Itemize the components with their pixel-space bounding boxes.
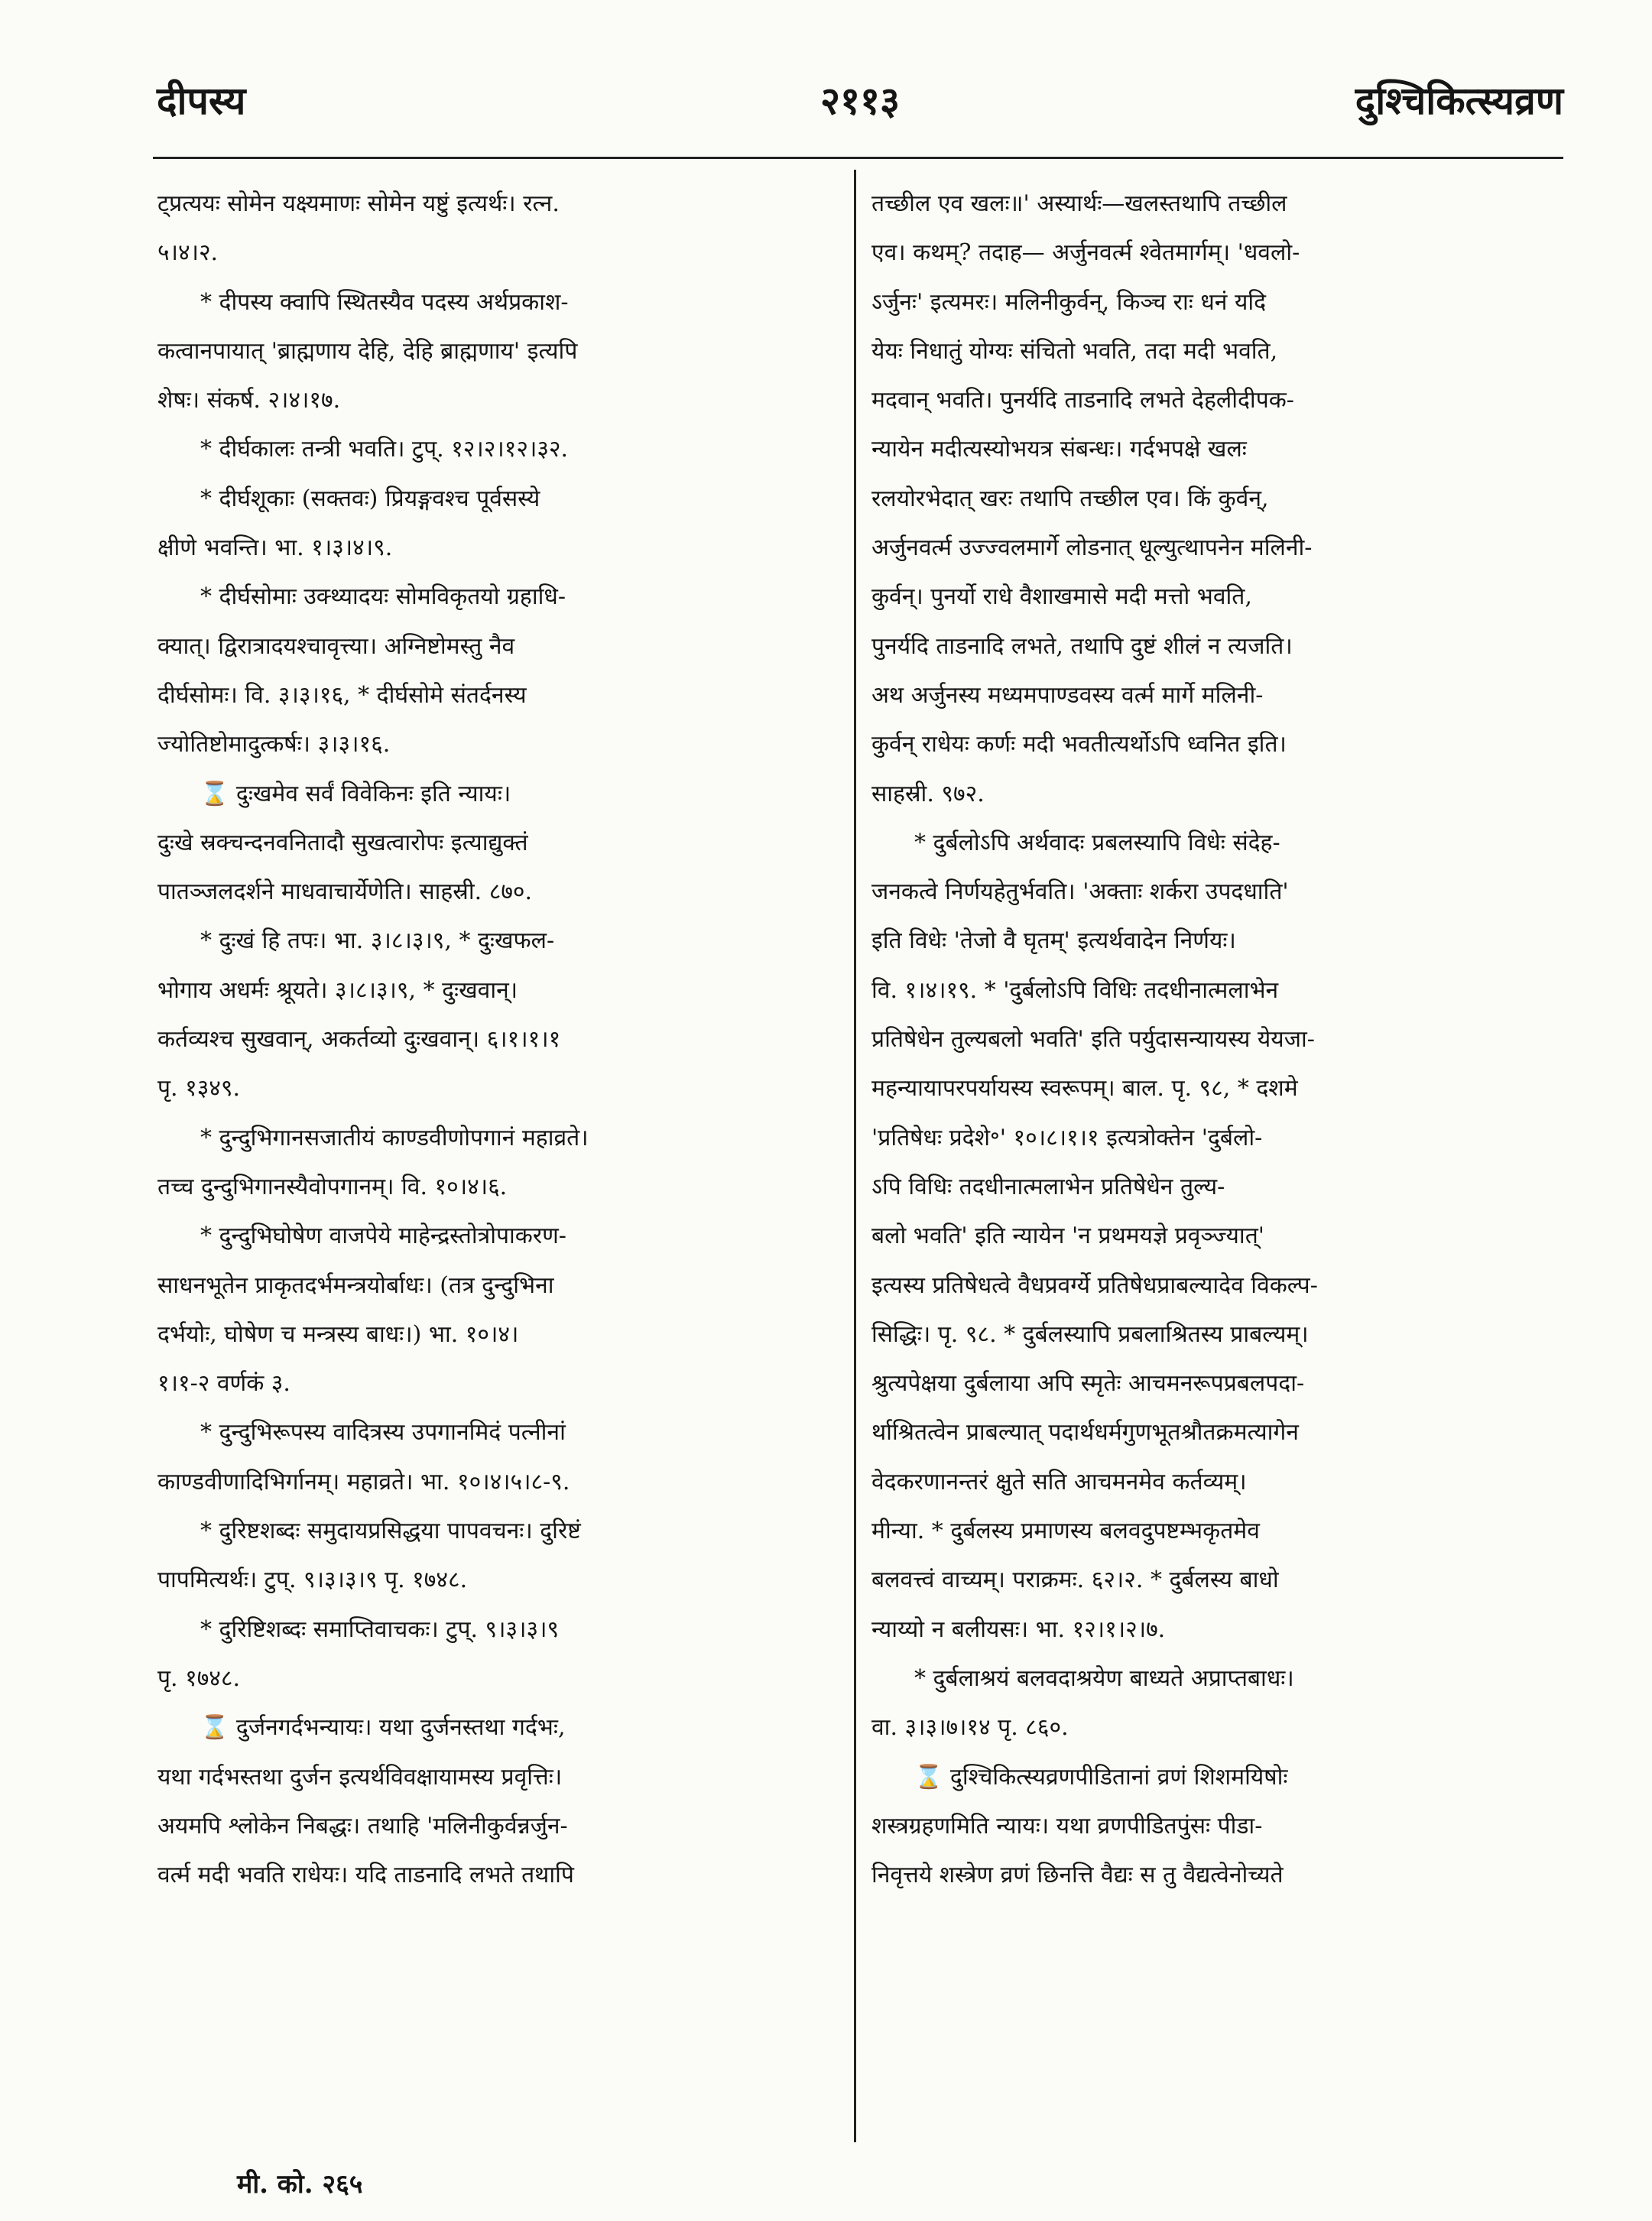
text-line: पृ. १३४९. — [157, 1075, 241, 1102]
text-line: रलयोरभेदात् खरः तथापि तच्छील एव। किं कुर्वन्, — [871, 485, 1269, 512]
running-header — [157, 73, 1563, 127]
text-line: पुनर्यदि ताडनादि लभते, तथापि दुष्टं शीलं न त्यजति। — [871, 632, 1293, 660]
text-line: ५।४।२. — [157, 239, 219, 267]
text-line: * दुर्बलाश्रयं बलवदाश्रयेण बाध्यते अप्राप्तबाधः। — [914, 1664, 1294, 1692]
text-line: र्थाश्रितत्वेन प्राबल्यात् पदार्थधर्मगुणभूतश्रौतक्रमत्यागेन — [871, 1419, 1299, 1447]
text-line: निवृत्तये शस्त्रेण व्रणं छिनत्ति वैद्यः स तु वैद्यत्वेनोच्यते — [871, 1862, 1284, 1889]
text-line: ⌛ दुर्जनगर्दभन्यायः। यथा दुर्जनस्तथा गर्दभः, — [200, 1714, 566, 1742]
text-line: ज्योतिष्टोमादुत्कर्षः। ३।३।१६. — [157, 731, 391, 758]
text-line: ऽर्जुनः' इत्यमरः। मलिनीकुर्वन्, किञ्च राः धनं यदि — [871, 288, 1267, 316]
text-line: साहस्री. ९७२. — [871, 780, 985, 807]
text-line: जनकत्वे निर्णयहेतुर्भवति। 'अक्ताः शर्करा उपदधाति' — [871, 878, 1289, 906]
header-left-headword: दीपस्य — [157, 78, 246, 123]
text-line: तच्छील एव खलः॥' अस्यार्थः—खलस्तथापि तच्छील — [871, 190, 1287, 217]
text-line: दीर्घसोमः। वि. ३।३।१६, * दीर्घसोमे संतर्दनस्य — [157, 681, 527, 709]
text-line: * दीर्घकालः तन्त्री भवति। टुप्. १२।२।१२।३२. — [200, 436, 569, 463]
text-line: कुर्वन्। पुनर्यो राधे वैशाखमासे मदी मत्तो भवति, — [871, 583, 1252, 611]
text-line: इति विधेः 'तेजो वै घृतम्' इत्यर्थवादेन निर्णयः। — [871, 927, 1236, 955]
text-line: * दुन्दुभिगानसजातीयं काण्डवीणोपगानं महाव्रते। — [200, 1124, 589, 1151]
text-line: * दीर्घसोमाः उक्थ्यादयः सोमविकृतयो ग्रहाधि- — [200, 583, 566, 611]
text-line: ⌛ दुश्चिकित्स्यव्रणपीडितानां व्रणं शिशमयिषोः — [914, 1763, 1288, 1791]
text-line: न्यायेन मदीत्यस्योभयत्र संबन्धः। गर्दभपक्षे खलः — [871, 436, 1247, 463]
text-line: ⌛ दुःखमेव सर्वं विवेकिनः इति न्यायः। — [200, 780, 511, 807]
text-line: * दीर्घशूकाः (सक्तवः) प्रियङ्गवश्च पूर्वसस्ये — [200, 485, 540, 512]
text-line: न्याय्यो न बलीयसः। भा. १२।१।२।७. — [871, 1615, 1166, 1643]
text-line: सिद्धिः। पृ. ९८. * दुर्बलस्यापि प्रबलाश्रितस्य प्राबल्यम्। — [871, 1320, 1309, 1348]
text-line: क्यात्। द्विरात्रादयश्चावृत्त्या। अग्निष्टोमस्तु नैव — [157, 632, 515, 660]
text-line: प्रतिषेधेन तुल्यबलो भवति' इति पर्युदासन्यायस्य येयजा- — [871, 1026, 1315, 1054]
text-line: अयमपि श्लोकेन निबद्धः। तथाहि 'मलिनीकुर्वन्नर्जुन- — [157, 1812, 568, 1839]
column-divider — [854, 170, 856, 2142]
text-line: एव। कथम्? तदाह— अर्जुनवर्त्म श्वेतमार्गम्। 'धवलो- — [871, 239, 1300, 267]
text-line: * दुर्बलोऽपि अर्थवादः प्रबलस्यापि विधेः संदेह- — [914, 829, 1280, 856]
text-line: * दुरिष्टशब्दः समुदायप्रसिद्धया पापवचनः। दुरिष्टं — [200, 1518, 581, 1545]
text-line: १।१-२ वर्णकं ३. — [157, 1370, 290, 1398]
text-line: इत्यस्य प्रतिषेधत्वे वैधप्रवर्ग्ये प्रतिषेधप्राबल्यादेव विकल्प- — [871, 1271, 1318, 1299]
header-right-headword: दुश्चिकित्स्यव्रण — [1355, 78, 1563, 123]
text-line: पृ. १७४८. — [157, 1664, 241, 1692]
text-line: ट्प्रत्ययः सोमेन यक्ष्यमाणः सोमेन यष्टुं इत्यर्थः। रत्न. — [157, 190, 560, 217]
text-line: वि. १।४।१९. * 'दुर्बलोऽपि विधिः तदधीनात्मलाभेन — [871, 976, 1279, 1004]
header-rule — [153, 157, 1563, 159]
text-line: कुर्वन् राधेयः कर्णः मदी भवतीत्यर्थोऽपि ध्वनित इति। — [871, 731, 1287, 758]
text-line: * दुःखं हि तपः। भा. ३।८।३।९, * दुःखफल- — [200, 927, 555, 955]
text-line: कत्वानपायात् 'ब्राह्मणाय देहि, देहि ब्राह्मणाय' इत्यपि — [157, 337, 578, 365]
text-line: महन्यायापरपर्यायस्य स्वरूपम्। बाल. पृ. ९८, * दशमे — [871, 1075, 1298, 1102]
text-line: अथ अर्जुनस्य मध्यमपाण्डवस्य वर्त्म मार्गे मलिनी- — [871, 681, 1264, 709]
text-line: येयः निधातुं योग्यः संचितो भवति, तदा मदी भवति, — [871, 337, 1278, 365]
text-line: पापमित्यर्थः। टुप्. ९।३।३।९ पृ. १७४८. — [157, 1567, 468, 1594]
text-line: यथा गर्दभस्तथा दुर्जन इत्यर्थविवक्षायामस्य प्रवृत्तिः। — [157, 1763, 563, 1791]
footer-signature: मी. को. २६५ — [237, 2169, 363, 2200]
text-line: वेदकरणानन्तरं क्षुते सति आचमनमेव कर्तव्यम्। — [871, 1468, 1247, 1495]
text-line: मीन्या. * दुर्बलस्य प्रमाणस्य बलवदुपष्टम्भकृतमेव — [871, 1518, 1260, 1545]
text-line: साधनभूतेन प्राकृतदर्भमन्त्रयोर्बाधः। (तत्र दुन्दुभिना — [157, 1271, 554, 1299]
text-line: भोगाय अधर्मः श्रूयते। ३।८।३।९, * दुःखवान्। — [157, 976, 518, 1004]
text-line: पातञ्जलदर्शने माधवाचार्येणेति। साहस्री. ८७०. — [157, 878, 533, 906]
page-number: २११३ — [820, 78, 900, 123]
right-column — [871, 180, 1560, 2122]
text-line: दर्भयोः, घोषेण च मन्त्रस्य बाधः।) भा. १०।४। — [157, 1320, 519, 1348]
text-line: शेषः। संकर्ष. २।४।१७. — [157, 387, 341, 414]
text-line: क्षीणे भवन्ति। भा. १।३।४।९. — [157, 534, 393, 562]
text-line: * दीपस्य क्वापि स्थितस्यैव पदस्य अर्थप्रकाश- — [200, 288, 569, 316]
left-column — [157, 180, 845, 2122]
text-line: शस्त्रग्रहणमिति न्यायः। यथा व्रणपीडितपुंसः पीडा- — [871, 1812, 1263, 1839]
text-line: वर्त्म मदी भवति राधेयः। यदि ताडनादि लभते तथापि — [157, 1862, 574, 1889]
text-line: * दुन्दुभिरूपस्य वादित्रस्य उपगानमिदं पत्नीनां — [200, 1419, 566, 1447]
text-line: * दुन्दुभिघोषेण वाजपेये माहेन्द्रस्तोत्रोपाकरण- — [200, 1223, 566, 1250]
text-line: बलो भवति' इति न्यायेन 'न प्रथमयज्ञे प्रवृञ्ज्यात्' — [871, 1223, 1265, 1250]
text-line: श्रुत्यपेक्षया दुर्बलाया अपि स्मृतेः आचमनरूपप्रबलपदा- — [871, 1370, 1305, 1398]
text-line: तच्च दुन्दुभिगानस्यैवोपगानम्। वि. १०।४।६. — [157, 1173, 508, 1200]
text-line: काण्डवीणादिभिर्गानम्। महाव्रते। भा. १०।४।५।८-९. — [157, 1468, 570, 1495]
text-line: वा. ३।३।७।१४ पृ. ८६०. — [871, 1714, 1069, 1742]
text-line: ऽपि विधिः तदधीनात्मलाभेन प्रतिषेधेन तुल्य- — [871, 1173, 1225, 1200]
text-line: 'प्रतिषेधः प्रदेशे॰' १०।८।१।१ इत्यत्रोक्तेन 'दुर्बलो- — [871, 1124, 1263, 1151]
text-line: दुःखे स्रक्चन्दनवनितादौ सुखत्वारोपः इत्याद्युक्तं — [157, 829, 528, 856]
text-line: मदवान् भवति। पुनर्यदि ताडनादि लभते देहलीदीपक- — [871, 387, 1294, 414]
text-line: कर्तव्यश्च सुखवान्, अकर्तव्यो दुःखवान्। ६।१।१।१ — [157, 1026, 561, 1054]
text-line: * दुरिष्टिशब्दः समाप्तिवाचकः। टुप्. ९।३।३।९ — [200, 1615, 560, 1643]
text-line: अर्जुनवर्त्म उज्ज्वलमार्गे लोडनात् धूल्युत्थापनेन मलिनी- — [871, 534, 1313, 562]
text-line: बलवत्त्वं वाच्यम्। पराक्रमः. ६२।२. * दुर्बलस्य बाधो — [871, 1567, 1279, 1594]
